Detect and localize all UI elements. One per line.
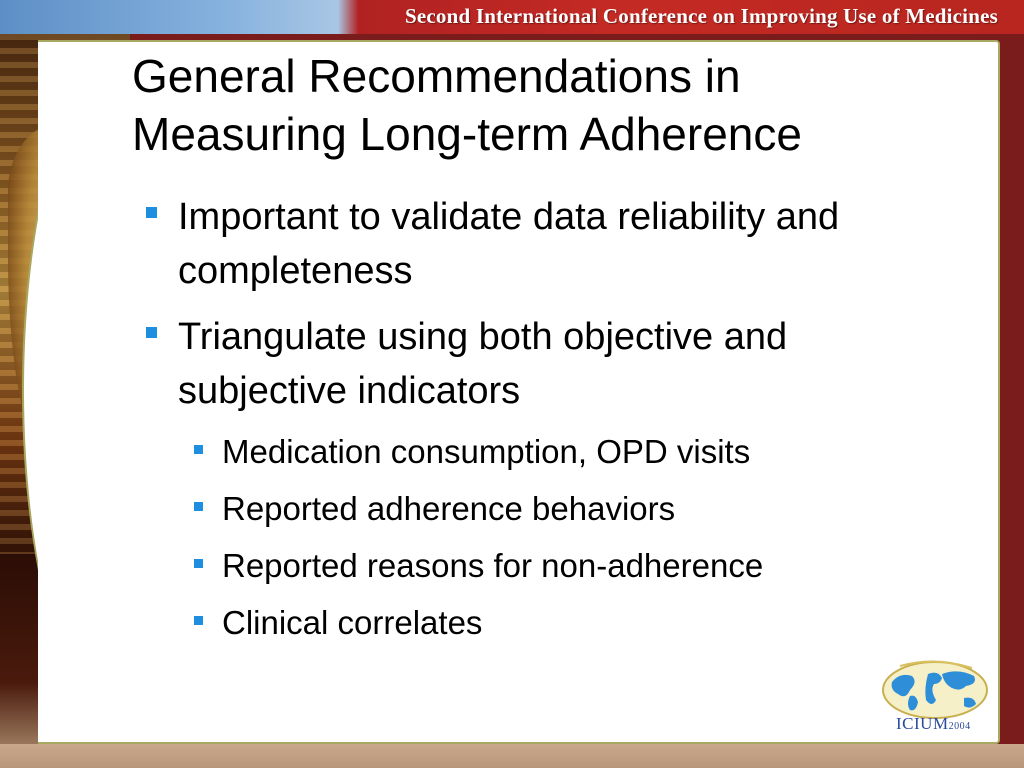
slide-title — [132, 47, 992, 163]
world-globe-icon — [880, 660, 990, 720]
slide-title-line-2: Measuring Long-term Adherence — [132, 108, 802, 160]
bullet-list — [132, 190, 952, 658]
logo-name: ICIUM — [896, 714, 949, 733]
logo-text — [896, 714, 971, 734]
header-banner — [0, 0, 1024, 34]
bullet-text: Triangulate using both objective and subjective indicators — [178, 316, 788, 412]
square-bullet-icon — [194, 445, 203, 454]
conference-title: Second International Conference on Improving Use of Medicines — [405, 4, 998, 28]
square-bullet-icon — [194, 616, 203, 625]
sub-bullet-text: Reported reasons for non-adherence — [222, 547, 764, 584]
sub-bullet-item — [132, 544, 952, 588]
square-bullet-icon — [194, 559, 203, 568]
sub-bullet-item — [132, 601, 952, 645]
sub-bullet-item — [132, 487, 952, 531]
sub-bullet-text: Reported adherence behaviors — [222, 490, 676, 527]
square-bullet-icon — [194, 502, 203, 511]
square-bullet-icon — [146, 327, 157, 338]
sub-bullet-text: Medication consumption, OPD visits — [222, 433, 751, 470]
square-bullet-icon — [146, 207, 157, 218]
logo-year: 2004 — [948, 721, 971, 732]
bottom-strip — [0, 744, 1024, 768]
sub-bullet-item — [132, 430, 952, 474]
sub-bullet-text: Clinical correlates — [222, 604, 483, 641]
bullet-text: Important to validate data reliability and completeness — [178, 196, 840, 292]
bullet-item — [132, 310, 952, 418]
slide-title-line-1: General Recommendations in — [132, 50, 741, 102]
bullet-item — [132, 190, 952, 298]
icium-logo — [880, 660, 990, 740]
